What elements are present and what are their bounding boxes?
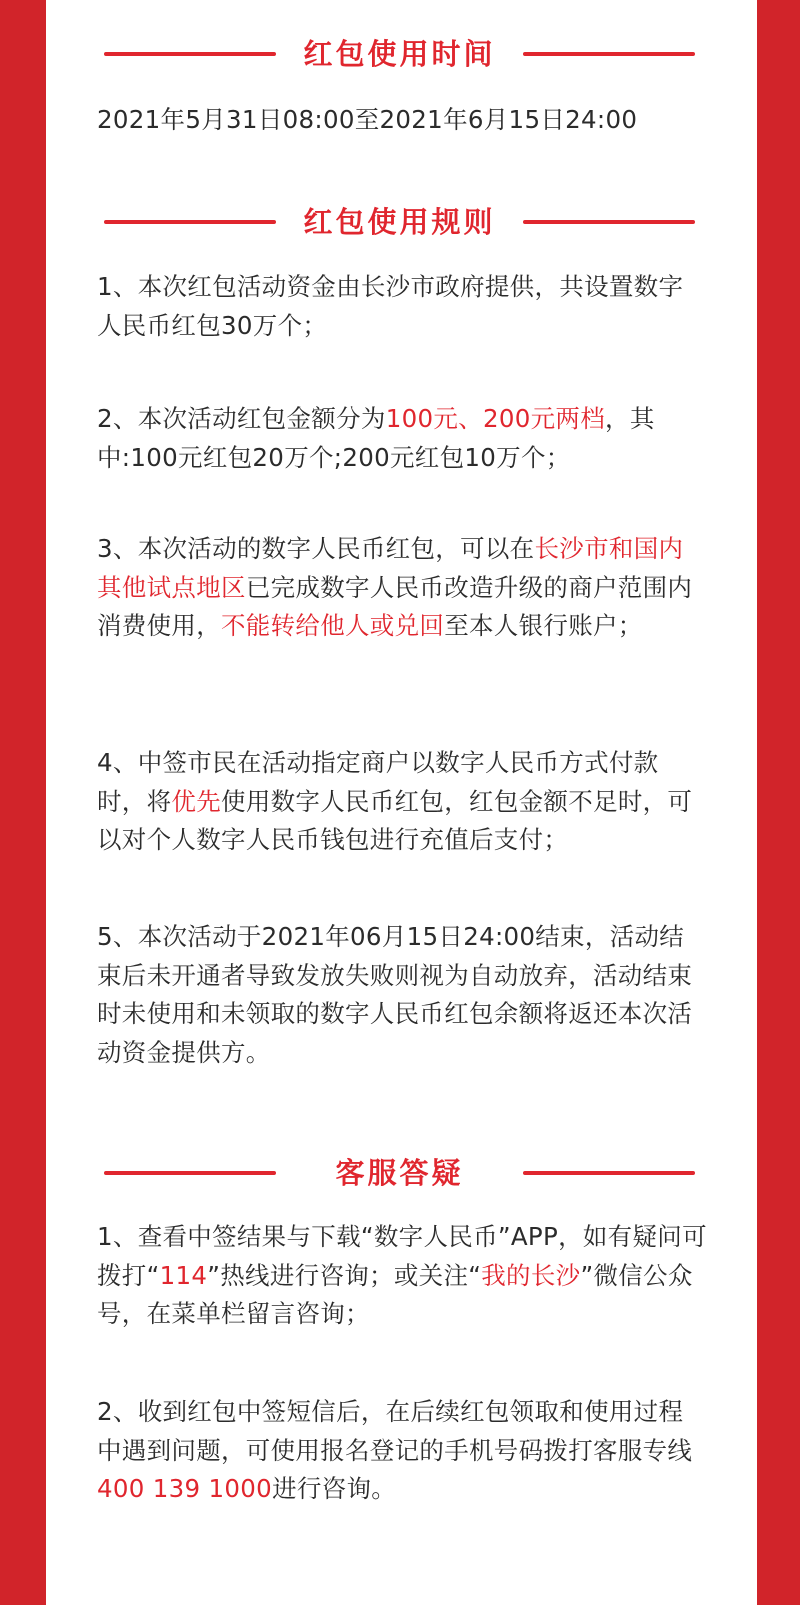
rule-text: 至本人银行账户； <box>444 611 643 640</box>
rule-text: 2、本次活动红包金额分为 <box>97 404 386 433</box>
rule-text: 3、本次活动的数字人民币红包，可以在 <box>97 534 535 563</box>
rule-highlight: 不能转给他人或兑回 <box>221 611 445 640</box>
divider-line-left <box>104 52 276 56</box>
content-card <box>46 0 757 1605</box>
rule-item-2 <box>97 400 707 477</box>
service-text: ”微信公众号，在菜单栏留言咨询； <box>97 1260 693 1328</box>
service-hotline-number: 400 139 1000 <box>97 1474 273 1503</box>
rule-item-5 <box>97 918 707 1072</box>
usage-period-text: 2021年5月31日08:00至2021年6月15日24:00 <box>97 105 638 134</box>
service-item-1 <box>97 1218 707 1334</box>
rule-highlight: 100元、200元两档 <box>385 404 606 433</box>
rule-highlight: 长沙市和国内其他试点地区 <box>97 534 684 602</box>
service-item-2 <box>97 1393 707 1509</box>
hotline-number: 114 <box>159 1260 208 1290</box>
divider-line-left <box>104 220 276 224</box>
divider-line-left <box>104 1171 276 1175</box>
service-text: ”热线进行咨询；或关注“ <box>207 1260 482 1290</box>
section-header-time <box>46 34 757 74</box>
rule-text: 5、本次活动于2021年06月15日24:00结束，活动结束后未开通者导致发放失败则视为自动放弃，活动结束时未使用和未领取的数字人民币红包余额将返还本次活动资金提供方。 <box>97 922 693 1067</box>
section-header-rules <box>46 202 757 242</box>
rule-item-1 <box>97 268 707 345</box>
divider-line-right <box>523 220 695 224</box>
rule-text: 已完成数字人民币改造升级的商户范围内消费使用， <box>97 572 693 640</box>
rule-highlight: 优先 <box>171 786 222 816</box>
section-title-time: 红包使用时间 <box>303 37 496 71</box>
section-header-service <box>46 1153 757 1193</box>
service-text: 1、查看中签结果与下载“数字人民币”APP，如有疑问可拨打“ <box>97 1222 707 1290</box>
service-text: 进行咨询。 <box>272 1474 397 1503</box>
section-title-rules: 红包使用规则 <box>303 205 496 239</box>
rule-text: ，其中:100元红包20万个;200元红包10万个； <box>97 404 655 472</box>
rule-text: 1、本次红包活动资金由长沙市政府提供，共设置数字人民币红包30万个； <box>97 272 684 340</box>
wechat-account-name: 我的长沙 <box>481 1260 581 1290</box>
service-text: 2、收到红包中签短信后，在后续红包领取和使用过程中遇到问题，可使用报名登记的手机号码拨打客服专线 <box>97 1397 693 1465</box>
rule-text: 使用数字人民币红包，红包金额不足时，可以对个人数字人民币钱包进行充值后支付； <box>97 786 693 854</box>
rule-item-3 <box>97 530 707 646</box>
section-title-service: 客服答疑 <box>335 1156 464 1190</box>
divider-line-right <box>523 1171 695 1175</box>
rule-item-4 <box>97 744 707 860</box>
rule-text: 4、中签市民在活动指定商户以数字人民币方式付款时，将 <box>97 748 659 816</box>
divider-line-right <box>523 52 695 56</box>
